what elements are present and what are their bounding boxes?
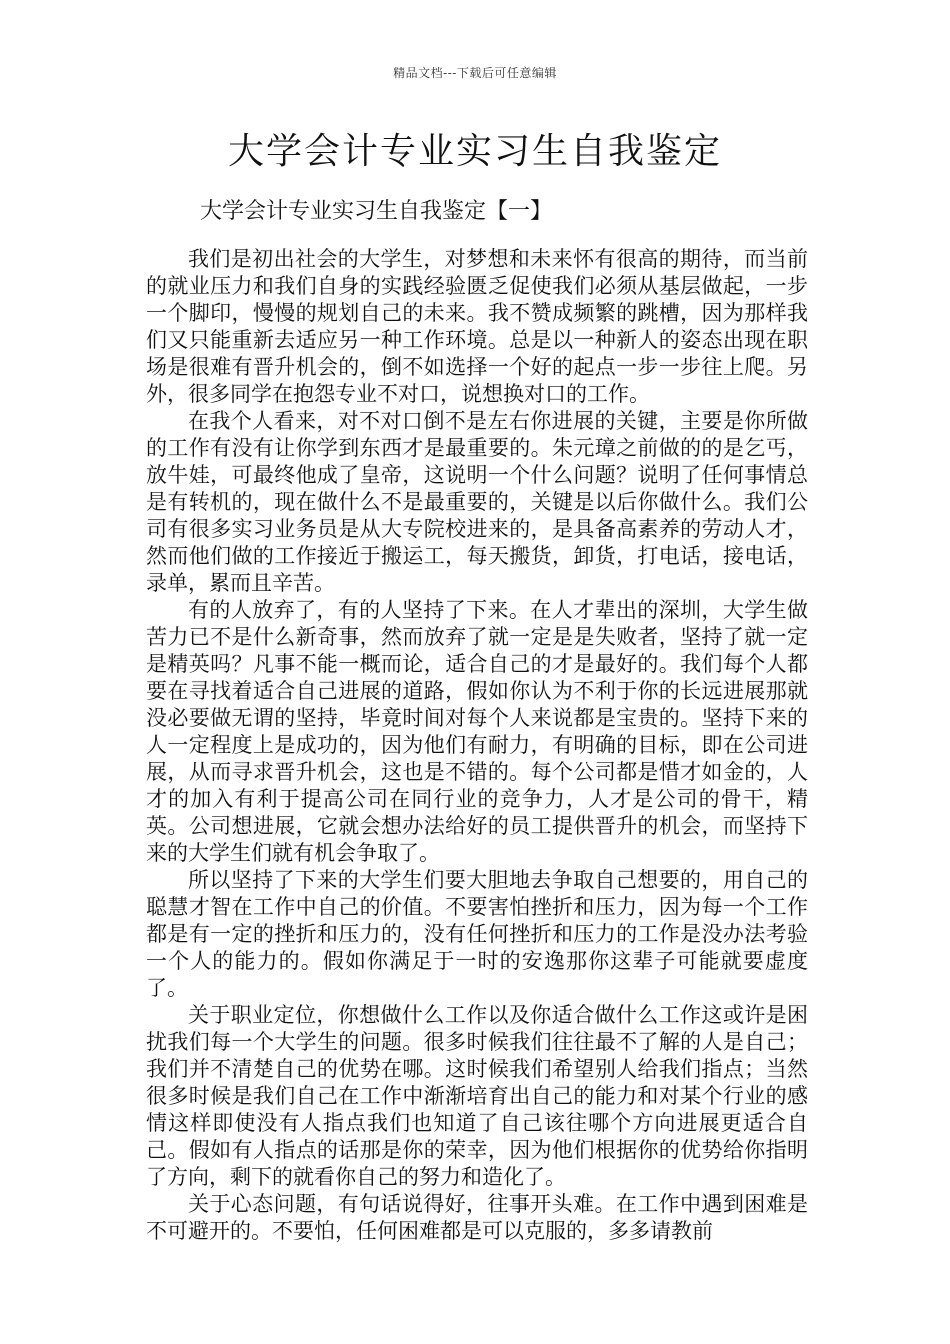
paragraph-1: 我们是初出社会的大学生，对梦想和未来怀有很高的期待，而当前的就业压力和我们自身的实践经验匮乏促使我们必须从基层做起，一步一个脚印，慢慢的规划自己的未来。我不赞成频繁的跳槽，因为那样我们又只能重新去适应另一种工作环境。总是以一种新人的姿态出现在职场是很难有晋升机会的，倒不如选择一个好的起点一步一步往上爬。另外，很多同学在抱怨专业不对口，说想换对口的工作。 xyxy=(146,247,808,406)
paragraph-5: 关于职业定位，你想做什么工作以及你适合做什么工作这或许是困扰我们每一个大学生的问题。很多时候我们往往最不了解的人是自己；我们并不清楚自己的优势在哪。这时候我们希望别人给我们指点；当然很多时候是我们自己在工作中渐渐培育出自己的能力和对某个行业的感情这样即使没有人指点我们也知道了自己该往哪个方向进展更适合自己。假如有人指点的话那是你的荣幸，因为他们根据你的优势给你指明了方向，剩下的就看你自己的努力和造化了。 xyxy=(146,1003,808,1189)
paragraph-4: 所以坚持了下来的大学生们要大胆地去争取自己想要的，用自己的聪慧才智在工作中自己的价值。不要害怕挫折和压力，因为每一个工作都是有一定的挫折和压力的，没有任何挫折和压力的工作是没办法考验一个人的能力的。假如你满足于一时的安逸那你这辈子可能就要虚度了。 xyxy=(146,868,808,1000)
header-note: 精品文档---下载后可任意编辑 xyxy=(393,66,557,80)
document-body xyxy=(146,246,808,1245)
paragraph-2: 在我个人看来，对不对口倒不是左右你进展的关键，主要是你所做的工作有没有让你学到东西才是最重要的。朱元璋之前做的的是乞丐，放牛娃，可最终他成了皇帝，这说明一个什么问题？说明了任何事情总是有转机的，现在做什么不是最重要的，关键是以后你做什么。我们公司有很多实习业务员是从大专院校进来的，是具备高素养的劳动人才，然而他们做的工作接近于搬运工，每天搬货，卸货，打电话，接电话，录单，累而且辛苦。 xyxy=(146,409,808,595)
section-heading: 大学会计专业实习生自我鉴定【一】 xyxy=(200,199,553,224)
paragraph-6: 关于心态问题，有句话说得好，往事开头难。在工作中遇到困难是不可避开的。不要怕，任何困难都是可以克服的，多多请教前 xyxy=(146,1192,808,1243)
paragraph-3: 有的人放弃了，有的人坚持了下来。在人才辈出的深圳，大学生做苦力已不是什么新奇事，然而放弃了就一定是是失败者，坚持了就一定是精英吗？凡事不能一概而论，适合自己的才是最好的。我们每个人都要在寻找着适合自己进展的道路，假如你认为不利于你的长远进展那就没必要做无谓的坚持，毕竟时间对每个人来说都是宝贵的。坚持下来的人一定程度上是成功的，因为他们有耐力，有明确的目标，即在公司进展，从而寻求晋升机会，这也是不错的。每个公司都是惜才如金的，人才的加入有利于提高公司在同行业的竞争力，人才是公司的骨干，精英。公司想进展，它就会想办法给好的员工提供晋升的机会，而坚持下来的大学生们就有机会争取了。 xyxy=(146,598,808,865)
document-title: 大学会计专业实习生自我鉴定 xyxy=(227,131,722,172)
